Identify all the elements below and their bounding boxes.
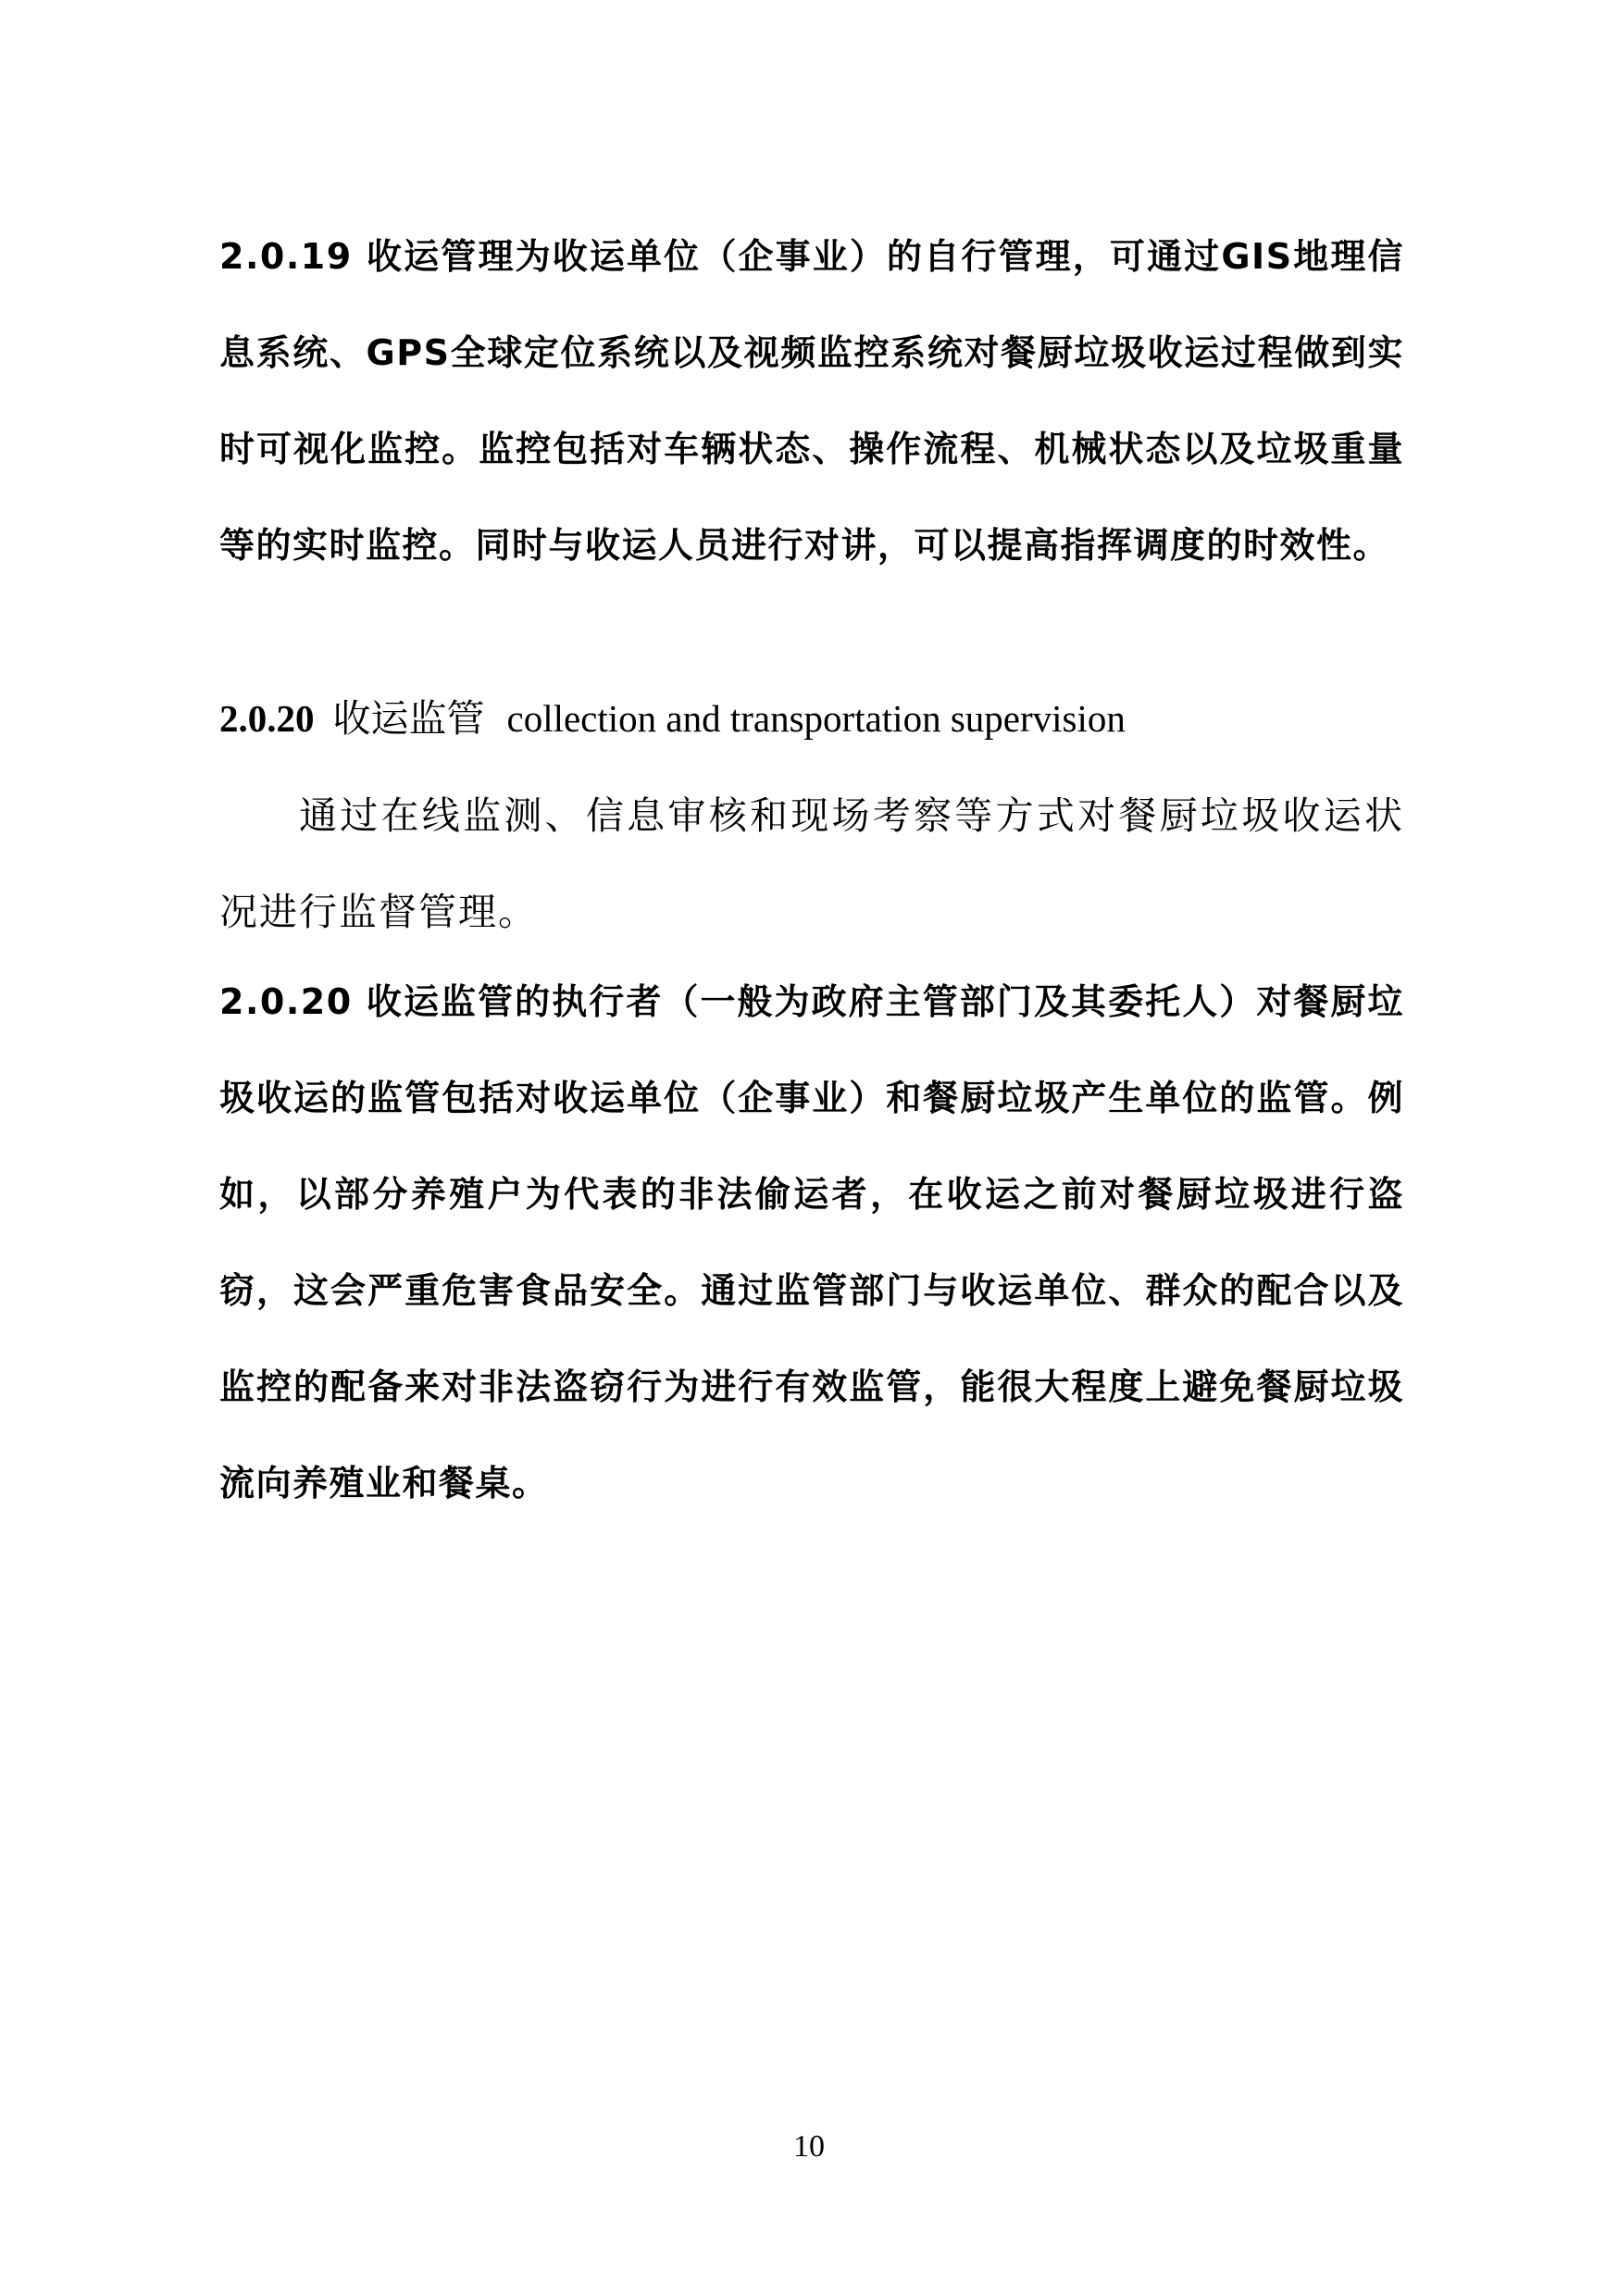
- term-2-0-20-definition: 通过在线监测、信息审核和现场考察等方式对餐厨垃圾收运状况进行监督管理。: [219, 793, 1404, 934]
- term-title-en: collection and transportation supervision: [506, 697, 1126, 740]
- commentary-2-0-20: 2.0.20 收运监管的执行者（一般为政府主管部门及其委托人）对餐厨垃圾收运的监管包括对收运单位（企事业）和餐厨垃圾产生单位的监管。例如，以部分养殖户为代表的非法偷运者，在收运之前对餐厨垃圾进行盗窃，这会严重危害食品安全。通过监管部门与收运单位、群众的配合以及监控的配备来对非法盗窃行为进行有效监管，能很大程度上避免餐厨垃圾流向养殖业和餐桌。: [219, 981, 1404, 1504]
- term-2-0-20-heading: [219, 694, 1404, 742]
- page-number: 10: [793, 2129, 825, 2164]
- term-title-cn: 收运监管: [332, 697, 485, 740]
- term-number: 2.0.20: [219, 697, 315, 740]
- commentary-2-0-19: 2.0.19 收运管理为收运单位（企事业）的自行管理，可通过GIS地理信息系统、GPS全球定位系统以及视频监控系统对餐厨垃圾收运过程做到实时可视化监控。监控包括对车辆状态、操作流程、机械状态以及垃圾重量等的实时监控。同时与收运人员进行对讲，可以提高指挥调度的时效性。: [219, 236, 1404, 566]
